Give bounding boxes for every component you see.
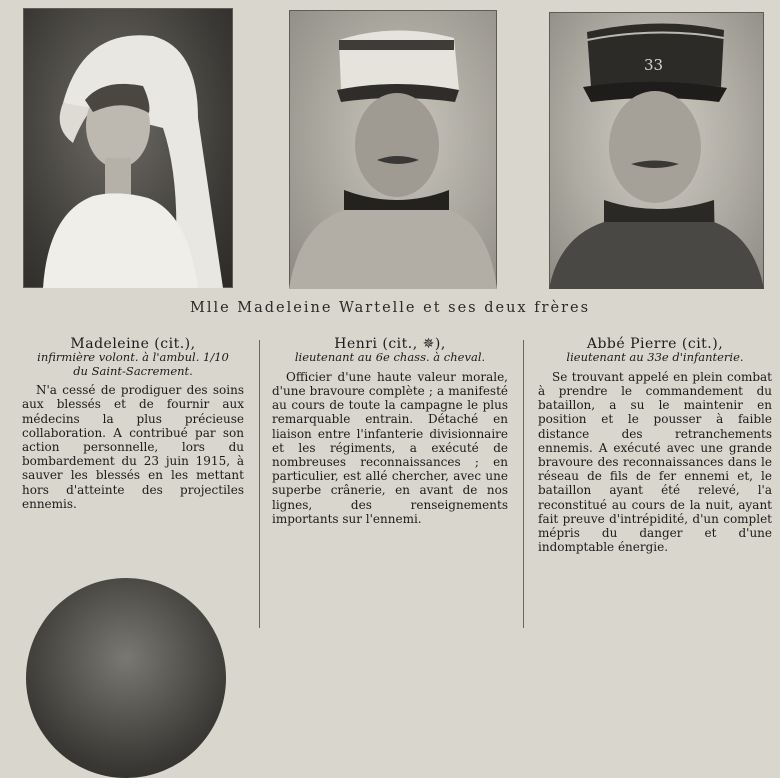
henri-column [272, 337, 508, 526]
henri-citation: Officier d'une haute valeur morale, d'une bravoure complète ; a manifesté au cours de toute la campagne le plus remarquable entrain. Détaché en liaison entre l'infanterie divisionnaire et les régiments, a exécuté de nombreuses reconnaissances ; en particulier, est allé chercher, avec une superbe crânerie, en avant de nos lignes, des renseignements importants sur l'ennemi. [272, 369, 508, 526]
pierre-name: Abbé Pierre (cit.), [586, 336, 724, 352]
photo-caption: Mlle Madeleine Wartelle et ses deux frères [189, 300, 591, 316]
madeleine-portrait-photo [23, 8, 233, 288]
pierre-cap-number: 33 [644, 56, 664, 74]
henri-name: Henri (cit., ✵), [334, 336, 446, 352]
pierre-portrait-illustration [549, 12, 764, 289]
medallion-photo [26, 578, 226, 778]
column-divider [259, 340, 260, 628]
pierre-citation: Se trouvant appelé en plein combat à prendre le commandement du bataillon, a su le maintenir en position et le pousser à faible distance des retranchements ennemis. A exécuté avec une grande bravoure des reconnaissances dans le réseau de fils de fer ennemi et, le bataillon ayant été relevé, l'a reconstitué au cours de la nuit, ayant fait preuve d'intrépidité, d'un complet mépris du danger et d'une indomptable énergie. [538, 369, 772, 555]
madeleine-column [22, 337, 244, 511]
pierre-column [538, 337, 772, 554]
madeleine-portrait-illustration [23, 8, 233, 288]
henri-role: lieutenant au 6e chass. à cheval. [294, 350, 486, 365]
henri-portrait-photo [289, 10, 497, 289]
madeleine-citation: N'a cessé de prodiguer des soins aux blessés et de fournir aux médecins la plus précieuse collaboration. A contribué par son action personnelle, lors du bombardement du 23 juin 1915, à sauver les blessés en les mettant hors d'atteinte des projectiles ennemis. [22, 383, 244, 511]
madeleine-role: infirmière volont. à l'ambul. 1/10 [37, 350, 229, 365]
henri-portrait-illustration [289, 10, 497, 289]
pierre-role: lieutenant au 33e d'infanterie. [566, 350, 744, 365]
madeleine-name: Madeleine (cit.), [70, 336, 196, 352]
pierre-portrait-photo [549, 12, 764, 289]
column-divider [523, 340, 524, 628]
madeleine-unit: du Saint-Sacrement. [73, 363, 193, 378]
